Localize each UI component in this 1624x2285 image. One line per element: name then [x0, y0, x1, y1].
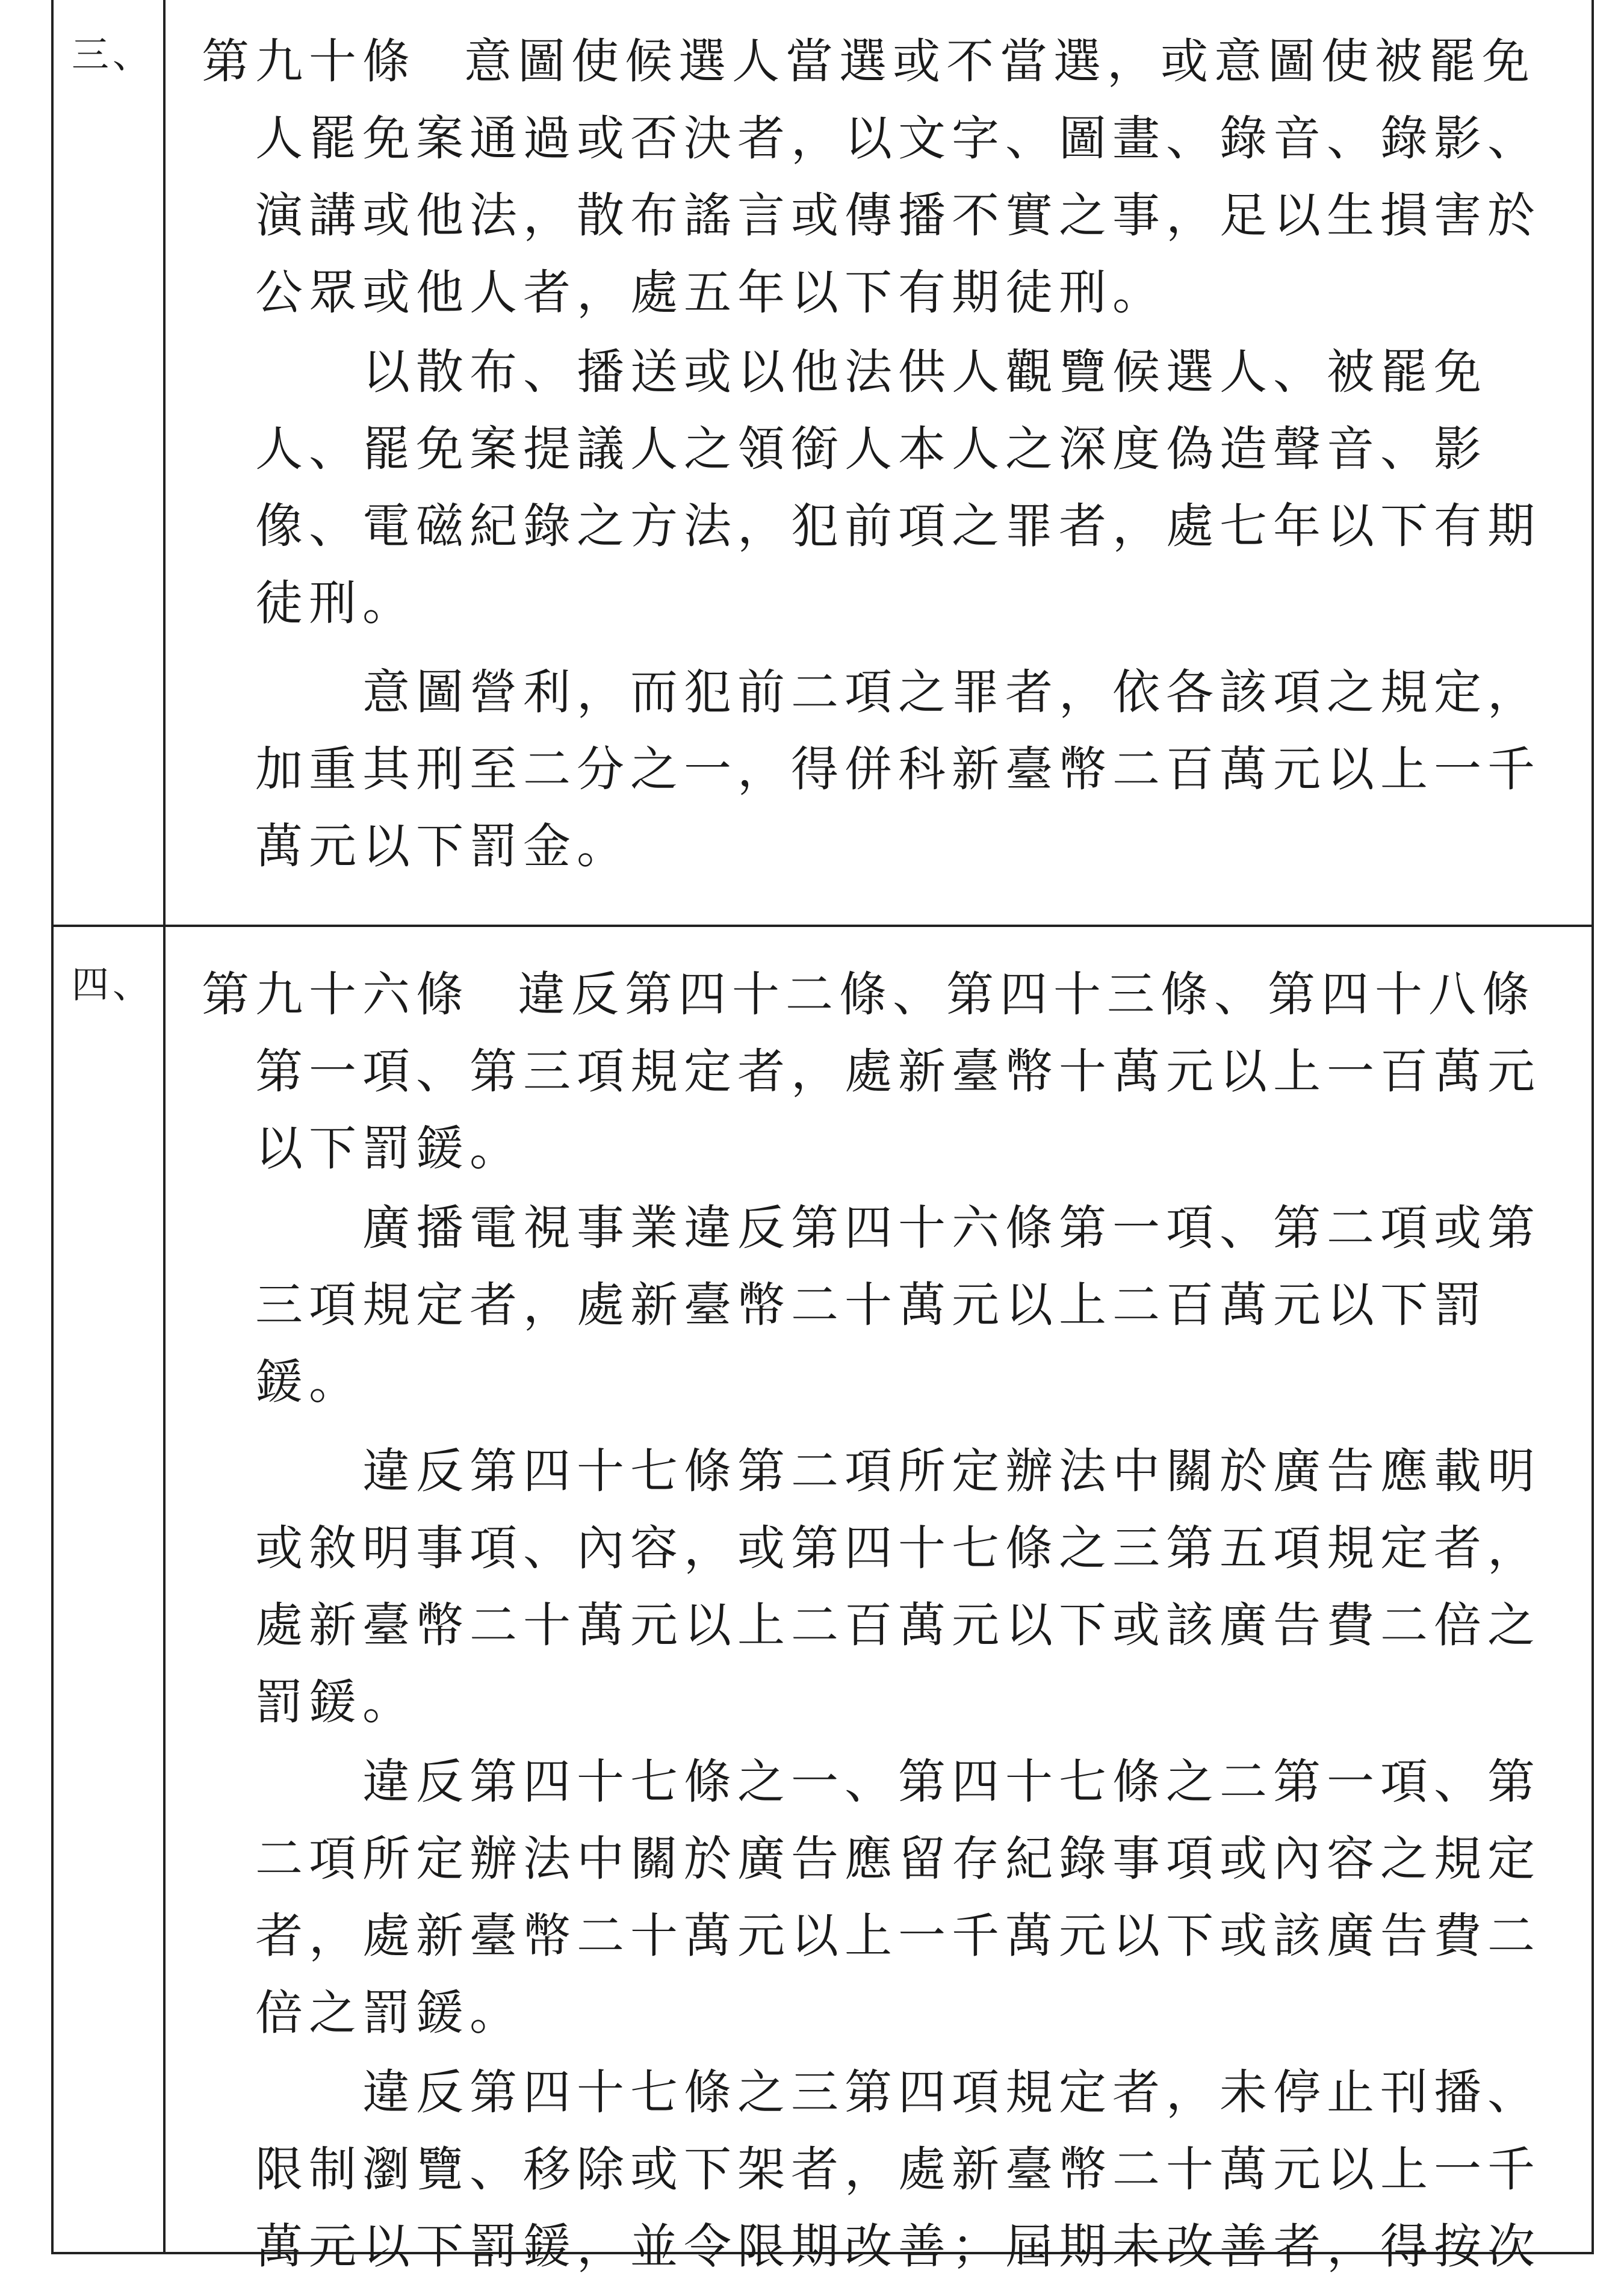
table-row-item-4 — [54, 927, 1591, 2274]
article-paragraph-5: 違反第四十七條之三第四項規定者，未停止刊播、限制瀏覽、移除或下架者，處新臺幣二十萬元以上一千萬元以下罰鍰，並令限期改善；屆期未改善者，得按次 — [255, 2065, 1541, 2274]
article-paragraph-2: 廣播電視事業違反第四十六條第一項、第二項或第三項規定者，處新臺幣二十萬元以上二百萬元以下罰鍰。 — [255, 1200, 1541, 1410]
article-paragraph-2: 以散布、播送或以他法供人觀覽候選人、被罷免人、罷免案提議人之領銜人本人之深度偽造聲音、影像、電磁紀錄之方法，犯前項之罪者，處七年以下有期徒刑。 — [255, 344, 1541, 631]
article-paragraph-1 — [202, 23, 1586, 331]
table-row-item-3 — [54, 0, 1591, 927]
paragraph-text: 違反第四十二條、第四十三條、第四十八條第一項、第三項規定者，處新臺幣十萬元以上一百萬元以下罰鍰。 — [255, 967, 1541, 1176]
article-paragraph-3: 意圖營利，而犯前二項之罪者，依各該項之規定，加重其刑至二分之一，得併科新臺幣二百萬元以上一千萬元以下罰金。 — [255, 665, 1541, 874]
article-paragraph-4: 違反第四十七條之一、第四十七條之二第一項、第二項所定辦法中關於廣告應留存紀錄事項或內容之規定者，處新臺幣二十萬元以上一千萬元以下或該廣告費二倍之罰鍰。 — [255, 1754, 1541, 2041]
article-title: 第九十六條 — [202, 967, 470, 1022]
article-paragraph-3: 違反第四十七條第二項所定辦法中關於廣告應載明或敘明事項、內容，或第四十七條之三第五項規定者，處新臺幣二十萬元以上二百萬元以下或該廣告費二倍之罰鍰。 — [255, 1443, 1541, 1730]
amendment-table — [51, 0, 1594, 2274]
article-paragraph-1 — [202, 956, 1586, 1187]
article-96 — [202, 956, 1586, 2285]
paragraph-text: 意圖使候選人當選或不當選，或意圖使被罷免人罷免案通過或否決者，以文字、圖畫、錄音、錄影、演講或他法，散布謠言或傳播不實之事，足以生損害於公眾或他人者，處五年以下有期徒刑。 — [255, 34, 1541, 320]
item-content-cell — [166, 0, 1591, 925]
item-number-cell — [54, 927, 166, 2252]
article-title: 第九十條 — [202, 34, 416, 89]
article-90 — [202, 23, 1586, 885]
item-number: 三、 — [72, 33, 154, 76]
item-content-cell — [166, 927, 1591, 2274]
item-number-cell — [54, 0, 166, 925]
item-number: 四、 — [72, 963, 154, 1006]
